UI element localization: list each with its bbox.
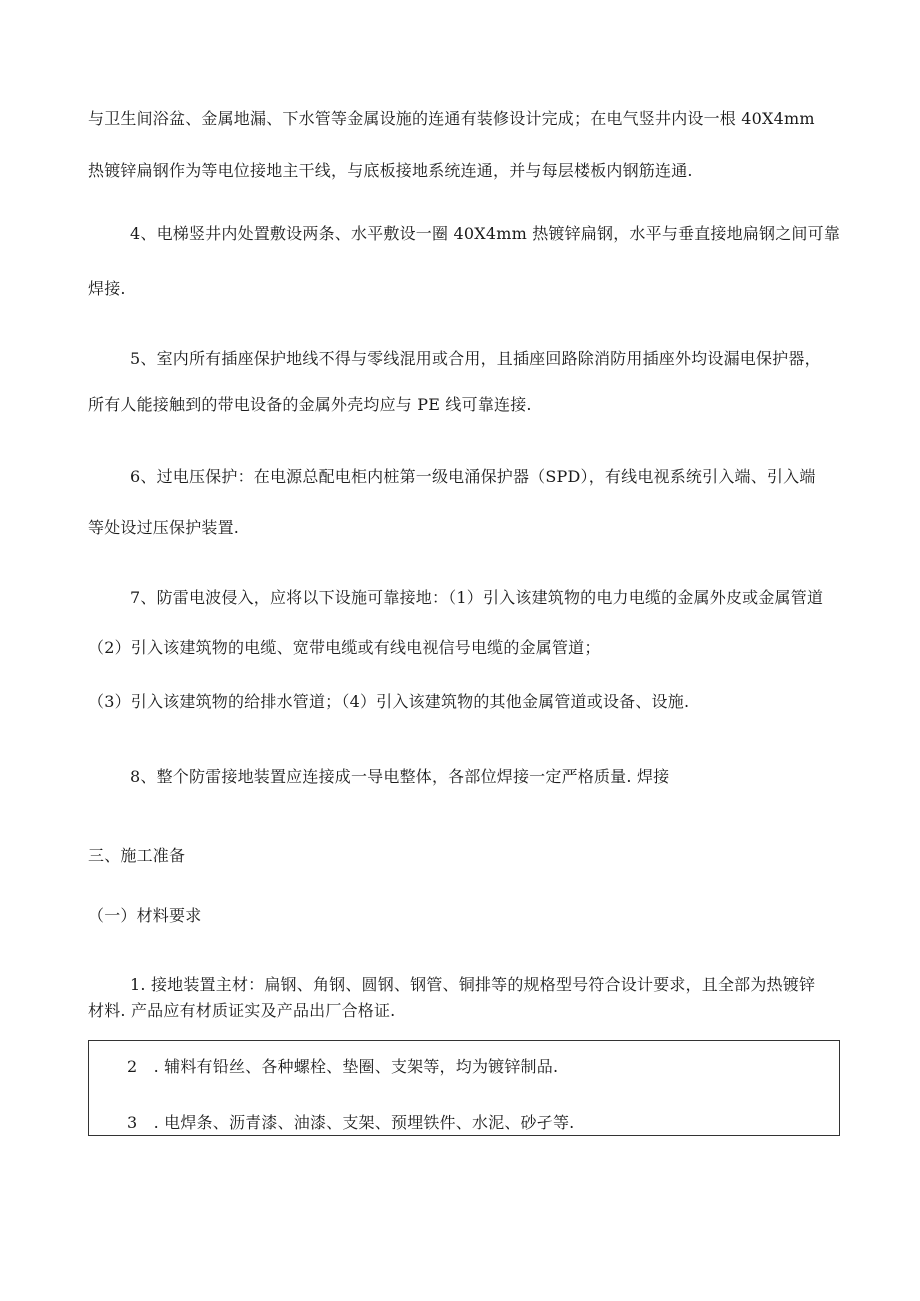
- item-7-line-1: 7、防雷电波侵入，应将以下设施可靠接地：（1）引入该建筑物的电力电缆的金属外皮或金属管道: [130, 588, 824, 607]
- item-8-line-1: 8、整个防雷接地装置应连接成一导电整体，各部位焊接一定严格质量. 焊接: [130, 767, 670, 786]
- section-3-heading: 三、施工准备: [88, 846, 186, 865]
- subsection-1-heading: （一）材料要求: [88, 906, 202, 925]
- paragraph-continuation-line-1: 与卫生间浴盆、金属地漏、下水管等金属设施的连通有装修设计完成；在电气竖井内设一根 40X4mm: [88, 109, 815, 128]
- item-6-line-2: 等处设过压保护装置.: [88, 518, 240, 537]
- material-3-line: 3 . 电焊条、沥青漆、油漆、支架、预埋铁件、水泥、砂孑等.: [127, 1113, 575, 1132]
- item-7-line-3: （3）引入该建筑物的给排水管道；（4）引入该建筑物的其他金属管道或设备、设施.: [88, 692, 690, 711]
- item-7-line-2: （2）引入该建筑物的电缆、宽带电缆或有线电视信号电缆的金属管道；: [88, 638, 601, 657]
- material-1-line-2: 材料. 产品应有材质证实及产品出厂合格证.: [88, 1001, 396, 1020]
- item-4-line-2: 焊接.: [88, 279, 126, 298]
- item-6-line-1: 6、过电压保护：在电源总配电柜内桩第一级电涌保护器（SPD），有线电视系统引入端、引入端: [130, 467, 816, 486]
- material-1-line-1: 1. 接地装置主材：扁钢、角钢、圆钢、钢管、铜排等的规格型号符合设计要求，且全部为热镀锌: [130, 975, 816, 994]
- material-2-line: 2 . 辅料有铅丝、各种螺栓、垫圈、支架等，均为镀锌制品.: [127, 1057, 559, 1076]
- item-4-line-1: 4、电梯竖井内处置敷设两条、水平敷设一圈 40X4mm 热镀锌扁钢，水平与垂直接地扁钢之间可靠: [130, 224, 841, 243]
- item-5-line-1: 5、室内所有插座保护地线不得与零线混用或合用，且插座回路除消防用插座外均设漏电保护器，: [130, 349, 821, 368]
- item-5-line-2: 所有人能接触到的带电设备的金属外壳均应与 PE 线可靠连接.: [88, 395, 532, 414]
- paragraph-continuation-line-2: 热镀锌扁钢作为等电位接地主干线，与底板接地系统连通，并与每层楼板内钢筋连通.: [88, 161, 693, 180]
